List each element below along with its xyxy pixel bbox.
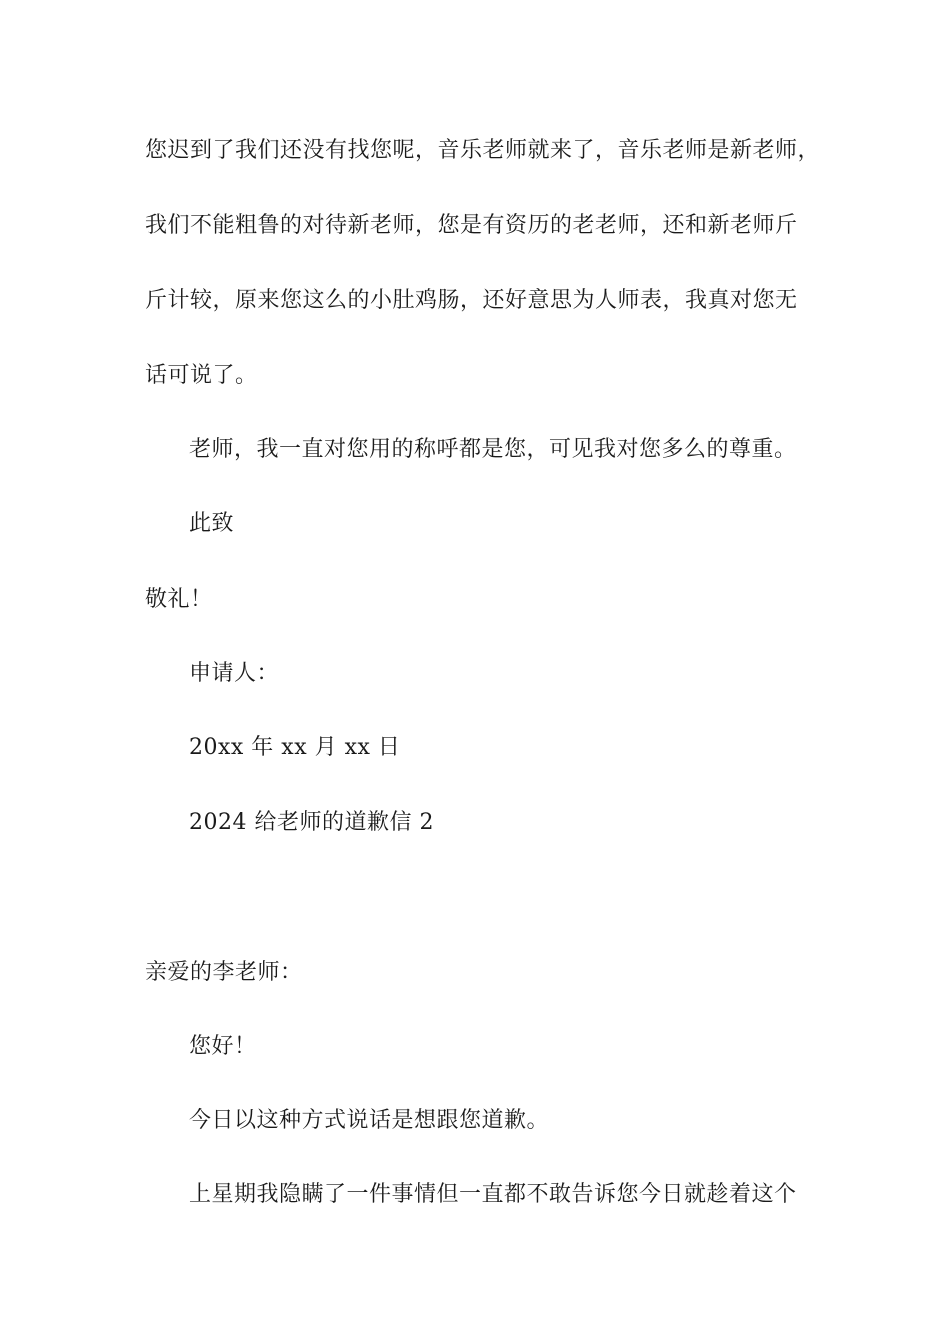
closing-regards: 敬礼！ (145, 587, 213, 612)
paragraph-line: 斤计较，原来您这么的小肚鸡肠，还好意思为人师表，我真对您无 (145, 288, 798, 313)
greeting: 亲爱的李老师： (145, 960, 303, 985)
applicant-label: 申请人： (189, 661, 280, 686)
paragraph-line: 老师，我一直对您用的称呼都是您，可见我对您多么的尊重。 (189, 437, 797, 462)
hello-line: 您好！ (189, 1034, 257, 1059)
date-line: 20xx 年 xx 月 xx 日 (189, 735, 401, 760)
paragraph-line: 话可说了。 (145, 363, 258, 388)
paragraph-line: 上星期我隐瞒了一件事情但一直都不敢告诉您今日就趁着这个 (189, 1182, 797, 1207)
section-title: 2024 给老师的道歉信 2 (189, 810, 434, 835)
paragraph-line: 您迟到了我们还没有找您呢，音乐老师就来了，音乐老师是新老师， (145, 138, 821, 163)
paragraph-line: 今日以这种方式说话是想跟您道歉。 (189, 1108, 550, 1133)
closing-salutation: 此致 (189, 511, 235, 536)
paragraph-line: 我们不能粗鲁的对待新老师，您是有资历的老老师，还和新老师斤 (145, 213, 798, 238)
